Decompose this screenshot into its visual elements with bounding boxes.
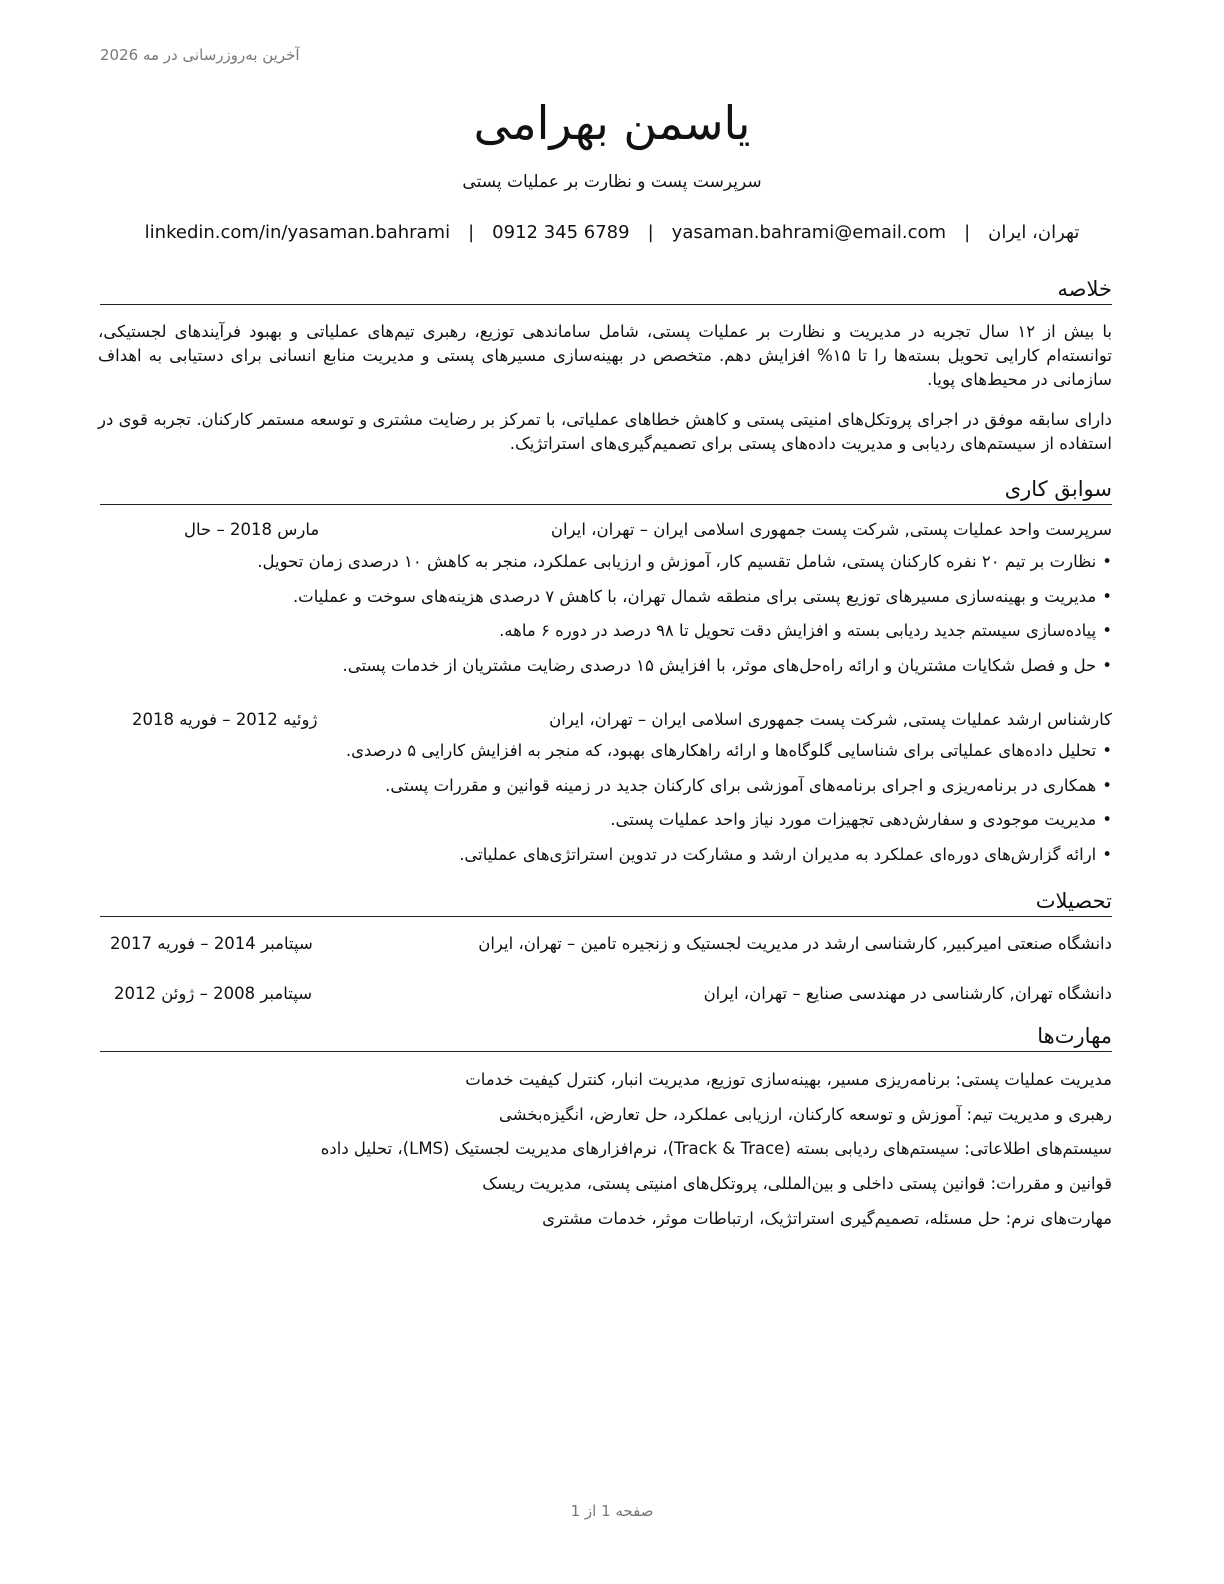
candidate-name: یاسمن بهرامی (473, 96, 751, 150)
experience-heading: سوابق کاری (100, 476, 1112, 505)
job-bullet-text: ارائه گزارش‌های دوره‌ای عملکرد به مدیران ارشد و مشارکت در تدوین استراتژی‌های عملیاتی. (459, 845, 1097, 864)
contact-linkedin[interactable]: linkedin.com/in/yasaman.bahrami (144, 222, 451, 243)
job-bullet: •ارائه گزارش‌های دوره‌ای عملکرد به مدیران ارشد و مشارکت در تدوین استراتژی‌های عملیاتی. (459, 845, 1112, 864)
job-bullet-text: تحلیل داده‌های عملیاتی برای شناسایی گلوگاه‌ها و ارائه راهکارهای بهبود، که منجر به افزایش کارایی ۵ درصدی. (345, 741, 1097, 760)
summary-heading: خلاصه (100, 276, 1112, 305)
contact-separator: | (647, 222, 654, 243)
job-bullet-text: مدیریت و بهینه‌سازی مسیرهای توزیع پستی برای منطقه شمال تهران، با کاهش ۷ درصدی هزینه‌های سوخت و عملیات. (292, 587, 1097, 606)
contact-line (112, 222, 1112, 243)
job-dates: مارس 2018 – حال (184, 520, 320, 539)
job-title-line: سرپرست واحد عملیات پستی, شرکت پست جمهوری اسلامی ایران – تهران، ایران (550, 520, 1112, 539)
skill-item: مدیریت عملیات پستی: برنامه‌ریزی مسیر، بهینه‌سازی توزیع، مدیریت انبار، کنترل کیفیت خدمات (465, 1070, 1112, 1089)
job-bullet-text: همکاری در برنامه‌ریزی و اجرای برنامه‌های آموزشی برای کارکنان جدید در زمینه قوانین و مقررات پستی. (385, 776, 1097, 795)
job-title: سرپرست پست و نظارت بر عملیات پستی (462, 172, 762, 192)
last-updated-note: آخرین به‌روزرسانی در مه 2026 (100, 46, 300, 64)
job-bullet-text: نظارت بر تیم ۲۰ نفره کارکنان پستی، شامل تقسیم کار، آموزش و ارزیابی عملکرد، منجر به کاهش ۱۰ درصدی زمان تحویل. (257, 552, 1097, 571)
job-bullet: •همکاری در برنامه‌ریزی و اجرای برنامه‌های آموزشی برای کارکنان جدید در زمینه قوانین و مقررات پستی. (385, 776, 1112, 795)
job-bullet: •تحلیل داده‌های عملیاتی برای شناسایی گلوگاه‌ها و ارائه راهکارهای بهبود، که منجر به افزایش کارایی ۵ درصدی. (345, 741, 1112, 760)
contact-email[interactable]: yasaman.bahrami@email.com (671, 222, 947, 243)
education-dates: سپتامبر 2014 – فوریه 2017 (110, 934, 313, 953)
education-dates: سپتامبر 2008 – ژوئن 2012 (114, 984, 313, 1003)
summary-paragraph: دارای سابقه موفق در اجرای پروتکل‌های امنیتی پستی و کاهش خطاهای عملیاتی، با تمرکز بر رضایت مشتری و توسعه مستمر کارکنان. تجربه قوی در استفاده از سیستم‌های ردیابی و مدیریت داده‌های پستی برای تصمیم‌گیری‌های استراتژیک. (98, 410, 1112, 453)
skill-item: قوانین و مقررات: قوانین پستی داخلی و بین‌المللی، پروتکل‌های امنیتی پستی، مدیریت ریسک (482, 1174, 1112, 1193)
job-title-line: کارشناس ارشد عملیات پستی, شرکت پست جمهوری اسلامی ایران – تهران، ایران (549, 710, 1112, 729)
page-number: صفحه 1 از 1 (570, 1502, 654, 1520)
job-bullet: •مدیریت و بهینه‌سازی مسیرهای توزیع پستی برای منطقه شمال تهران، با کاهش ۷ درصدی هزینه‌های سوخت و عملیات. (292, 587, 1112, 606)
job-bullet-text: پیاده‌سازی سیستم جدید ردیابی بسته و افزایش دقت تحویل تا ۹۸ درصد در دوره ۶ ماهه. (499, 621, 1097, 640)
skills-heading: مهارت‌ها (100, 1023, 1112, 1052)
contact-separator: | (468, 222, 475, 243)
skill-item: سیستم‌های اطلاعاتی: سیستم‌های ردیابی بسته (Track & Trace)، نرم‌افزارهای مدیریت لجستیک (LMS)، تحلیل داده (320, 1139, 1112, 1158)
job-bullet: •مدیریت موجودی و سفارش‌دهی تجهیزات مورد نیاز واحد عملیات پستی. (610, 810, 1112, 829)
education-line: دانشگاه تهران, کارشناسی در مهندسی صنایع – تهران، ایران (703, 984, 1112, 1003)
job-dates: ژوئیه 2012 – فوریه 2018 (132, 710, 318, 729)
education-heading: تحصیلات (100, 888, 1112, 917)
job-bullet-text: حل و فصل شکایات مشتریان و ارائه راه‌حل‌های موثر، با افزایش ۱۵ درصدی رضایت مشتریان از خدمات پستی. (342, 656, 1097, 675)
skill-item: رهبری و مدیریت تیم: آموزش و توسعه کارکنان، ارزیابی عملکرد، حل تعارض، انگیزه‌بخشی (498, 1105, 1112, 1124)
job-bullet: •حل و فصل شکایات مشتریان و ارائه راه‌حل‌های موثر، با افزایش ۱۵ درصدی رضایت مشتریان از خدمات پستی. (342, 656, 1112, 675)
contact-separator: | (964, 222, 971, 243)
contact-location: تهران، ایران (988, 222, 1080, 243)
job-bullet: •نظارت بر تیم ۲۰ نفره کارکنان پستی، شامل تقسیم کار، آموزش و ارزیابی عملکرد، منجر به کاهش ۱۰ درصدی زمان تحویل. (257, 552, 1112, 571)
summary-paragraph: با بیش از ۱۲ سال تجربه در مدیریت و نظارت بر عملیات پستی، شامل ساماندهی توزیع، رهبری تیم‌های عملیاتی و بهبود فرآیندهای لجستیکی، توانسته‌ام کارایی تحویل بسته‌ها را تا ۱۵% افزایش دهم. متخصص در بهینه‌سازی مسیرهای پستی و مدیریت منابع انسانی برای دستیابی به اهداف سازمانی در محیط‌های پویا. (98, 322, 1112, 389)
job-bullet: •پیاده‌سازی سیستم جدید ردیابی بسته و افزایش دقت تحویل تا ۹۸ درصد در دوره ۶ ماهه. (499, 621, 1112, 640)
contact-phone[interactable]: 0912 345 6789 (492, 222, 630, 243)
education-line: دانشگاه صنعتی امیرکبیر, کارشناسی ارشد در مدیریت لجستیک و زنجیره تامین – تهران، ایران (478, 934, 1112, 953)
skill-item: مهارت‌های نرم: حل مسئله، تصمیم‌گیری استراتژیک، ارتباطات موثر، خدمات مشتری (542, 1209, 1112, 1228)
job-bullet-text: مدیریت موجودی و سفارش‌دهی تجهیزات مورد نیاز واحد عملیات پستی. (610, 810, 1097, 829)
